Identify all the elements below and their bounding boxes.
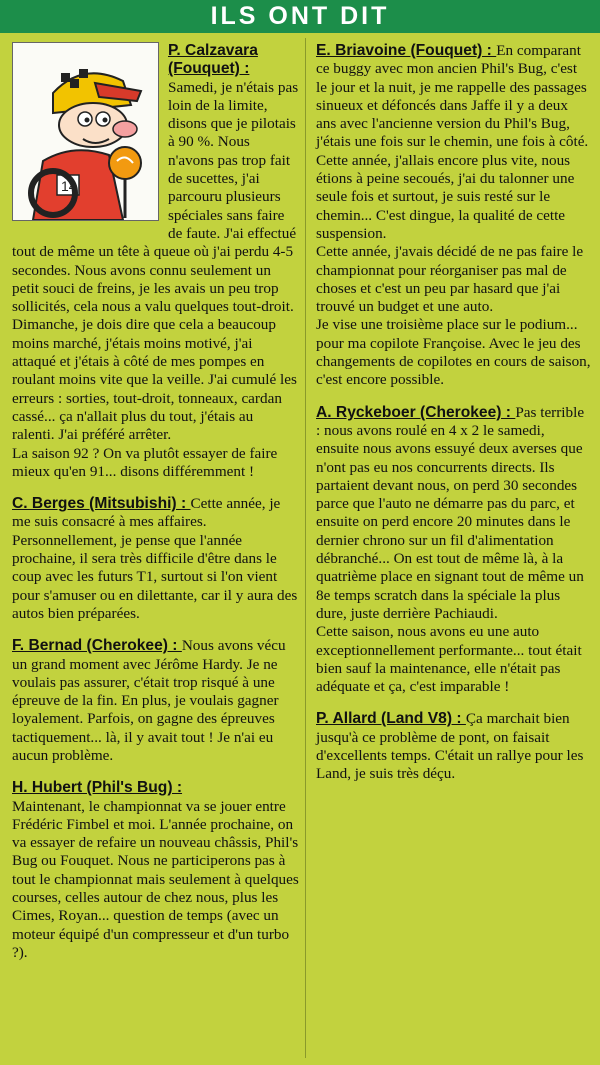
quote-author: P. Allard (Land V8) :: [316, 710, 466, 728]
quote-paragraph: Pas terrible : nous avons roulé en 4 x 2 le samedi, ensuite nous avons essuyé deux averses que n'ont pas eu nos concurrents directs. Ils partaient devant nous, on perd 30 secondes parce que l'auto ne démarre pas du parc, et ensuite on perd encore 20 minutes dans le dernier chrono sur un fil d'alimentation débranché... On est tout de même là, à la quatrième place en signant tout de même un 8e temps scratch dans la spéciale la plus dure, juste derrière Pachiaudi.: [316, 403, 585, 622]
quote-paragraph: Cette saison, nous avons eu une auto exceptionnellement performante... tout était bien sauf la maintenance, elle n'était pas adéquate et ça, c'est imparable !: [316, 623, 582, 696]
column-divider: [305, 38, 306, 1058]
page-title: ILS ONT DIT: [0, 0, 600, 33]
quote-briavoine: [316, 42, 591, 390]
quote-bernad: [12, 637, 299, 765]
quote-paragraph: Maintenant, le championnat va se jouer entre Frédéric Fimbel et moi. L'année prochaine, on va essayer de refaire un nouveau châssis, Phil's Bug ou Fouquet. Nous ne participerons pas à tout le championnat mais seulement à quelques courses, celles autour de chez nous, plus les Cimes, Royan... question de temps (avec un moteur équipé d'un compresseur et d'un turbo ?).: [12, 797, 299, 961]
quote-paragraph: Cette année, j'avais décidé de ne pas faire le championnat pour réorganiser pas mal de choses et c'est un peu par hasard que j'ai trouvé un budget et une auto.: [316, 243, 584, 316]
quote-paragraph: Nous avons vécu un grand moment avec Jérôme Hardy. Je ne voulais pas assurer, c'était trop risqué à une épreuve de la fin. En plus, je voulais gagner loyalement. Parfois, on gagne des épreuves tactiquement... là, il y avait tout ! Je n'ai eu aucun problème.: [12, 637, 286, 764]
cartoon-driver-drawing: [13, 43, 158, 220]
quote-author: P. Calzavara (Fouquet) :: [168, 42, 258, 78]
quote-author: E. Briavoine (Fouquet) :: [316, 42, 497, 59]
quote-paragraph: Cette année, je me suis consacré à mes affaires. Personnellement, je pense que l'année prochaine, il sera très difficile d'être dans le coup avec les futurs T1, surtout si l'on vient pour s'amuser ou en dilettante, car il y aura des autos bien préparées.: [12, 495, 298, 622]
right-column: [316, 42, 591, 798]
quote-hubert: [12, 779, 299, 962]
quote-allard: [316, 710, 591, 783]
quote-paragraph: La saison 92 ? On va plutôt essayer de faire mieux qu'en 91... disons différemment !: [12, 444, 278, 480]
quote-paragraph: Dimanche, je dois dire que cela a beaucoup moins marché, j'étais moins motivé, j'ai attaqué et j'étais à côté de mes pompes en roulant moins vite que la veille. J'ai cumulé les erreurs : sorties, tout-droit, tonneaux, cardan cassé... ça n'allait plus du tout, j'étais au ralenti. J'ai préféré arrêter.: [12, 316, 297, 444]
quote-paragraph: En comparant ce buggy avec mon ancien Phil's Bug, c'est le jour et la nuit, je me rappelle des passages sinueux et défoncés dans Jaffe il y a deux ans avec l'ancienne version du Phil's Bug, j'étais une fois sur le chemin, une fois à côté. Cette année, j'allais encore plus vite, nous étions à peine secoués, j'ai du talonner une seule fois et surtout, je suis resté sur le chemin... C'est dingue, la qualité de cette suspension.: [316, 42, 589, 242]
quote-paragraph: Je vise une troisième place sur le podium... pour ma copilote Françoise. Avec le jeu des changements de copilotes en cours de saison, c'est encore possible.: [316, 316, 591, 389]
quote-author: C. Berges (Mitsubishi) :: [12, 495, 191, 513]
left-column: [12, 42, 299, 976]
cartoon-driver-illustration: [12, 42, 159, 221]
quote-author: H. Hubert (Phil's Bug) :: [12, 779, 183, 797]
quote-paragraph: Samedi, je n'étais pas loin de la limite, disons que je pilotais à 90 %. Nous n'avons pas trop fait de sucettes, j'ai parcouru plusieurs spéciales sans faire de faute. J'ai effectué tout de même un tête à queue où j'ai perdu 4-5 secondes. Nous avons connu seulement un petit souci de freins, je les avais un peu trop sollicités, cela nous a valu quelques tout-droit.: [12, 78, 299, 316]
quote-calzavara: [12, 42, 299, 481]
quote-paragraph: Ça marchait bien jusqu'à ce problème de pont, on faisait d'excellents temps. C'était un rallye pour les Land, je suis très déçu.: [316, 710, 584, 783]
quote-ryckeboer: [316, 404, 591, 697]
svg-text:14: 14: [61, 178, 77, 194]
quote-author: A. Ryckeboer (Cherokee) :: [316, 403, 516, 421]
quote-author: F. Bernad (Cherokee) :: [12, 637, 182, 655]
quote-berges: [12, 495, 299, 623]
